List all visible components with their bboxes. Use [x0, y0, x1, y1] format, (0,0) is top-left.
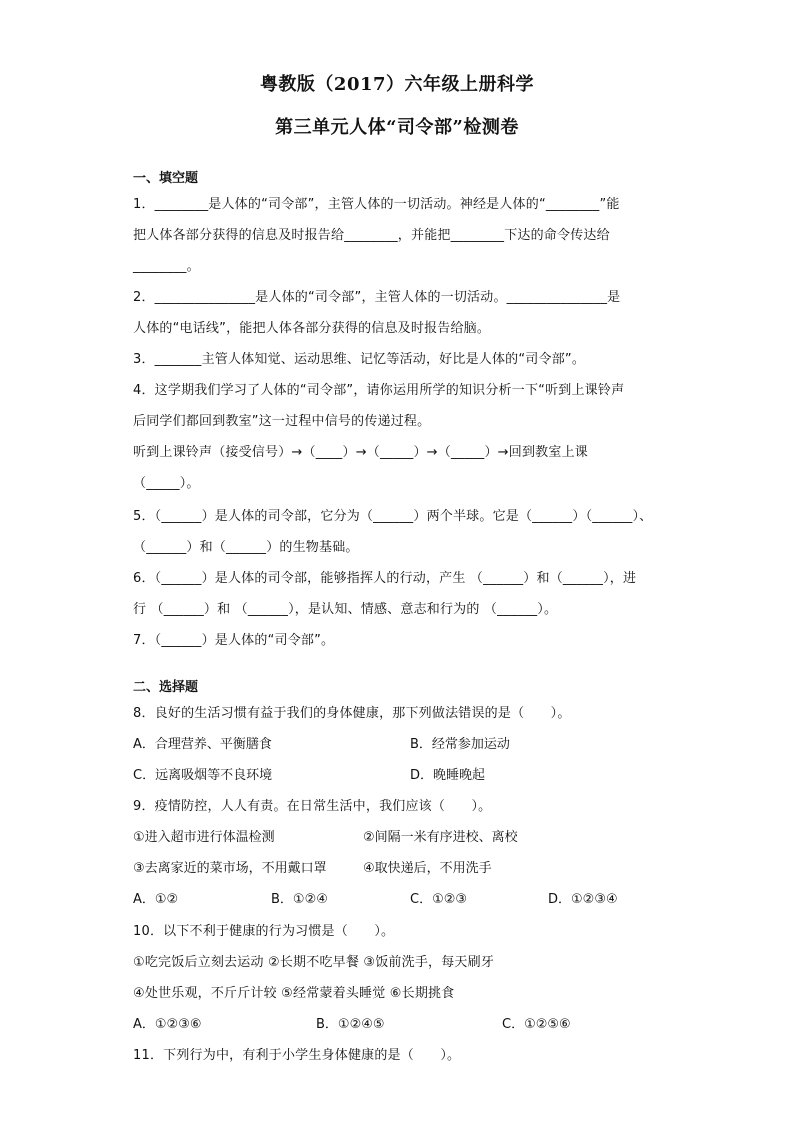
q2-line-1: 2．_______________是人体的“司令部”，主管人体的一切活动。_______________是 [133, 290, 621, 305]
q9-item-2: ②间隔一米有序进校、离校 [363, 830, 518, 845]
q10-items-line-1: ①吃完饭后立刻去运动 ②长期不吃早餐 ③饭前洗手，每天刷牙 [133, 955, 495, 970]
section-choice-heading: 二、选择题 [133, 680, 199, 695]
q10-option-b: B．①②④⑤ [316, 1017, 385, 1032]
q1-line-1: 1．________是人体的“司令部”，主管人体的一切活动。神经是人体的“________”能 [133, 197, 620, 212]
q4-line-2: 后同学们都回到教室”这一过程中信号的传递过程。 [133, 414, 431, 429]
section-fill-heading: 一、填空题 [133, 171, 199, 186]
q10-option-a: A．①②③⑥ [133, 1017, 202, 1032]
q8-stem: 8．良好的生活习惯有益于我们的身体健康，那下列做法错误的是（ ）。 [133, 706, 571, 721]
q8-option-d: D．晚睡晚起 [410, 768, 486, 783]
q8-option-a: A．合理营养、平衡膳食 [133, 737, 272, 752]
q2-line-2: 人体的“电话线”，能把人体各部分获得的信息及时报告给脑。 [133, 321, 491, 336]
q7-line: 7．（______）是人体的“司令部”。 [133, 633, 335, 648]
q10-items-line-2: ④处世乐观，不斤斤计较 ⑤经常蒙着头睡觉 ⑥长期挑食 [133, 986, 455, 1001]
q1-line-3: ________。 [133, 259, 200, 274]
q11-stem: 11．下列行为中，有利于小学生身体健康的是（ ）。 [133, 1048, 461, 1063]
q9-option-a: A．①② [133, 892, 179, 907]
q6-line-1: 6．（______）是人体的司令部，能够指挥人的行动，产生 （______）和（______），进 [133, 571, 637, 586]
q4-line-1: 4．这学期我们学习了人体的“司令部”，请你运用所学的知识分析一下“听到上课铃声 [133, 383, 625, 398]
q6-line-2: 行 （______）和 （______），是认知、情感、意志和行为的 （______）。 [133, 602, 558, 617]
q10-option-c: C．①②⑤⑥ [502, 1017, 571, 1032]
q9-option-c: C．①②③ [410, 892, 468, 907]
q8-option-b: B．经常参加运动 [410, 737, 510, 752]
q5-line-1: 5．（______）是人体的司令部，它分为（______）两个半球。它是（______）（______）、 [133, 509, 653, 524]
q1-line-2: 把人体各部分获得的信息及时报告给________，并能把________下达的命令传达给 [133, 228, 610, 243]
q5-line-2: （______）和（______）的生物基础。 [133, 540, 359, 555]
q9-option-b: B．①②④ [271, 892, 328, 907]
exam-subtitle: 第三单元人体“司令部”检测卷 [275, 117, 519, 138]
q9-item-4: ④取快递后，不用洗手 [363, 861, 492, 876]
q9-item-1: ①进入超市进行体温检测 [133, 830, 275, 845]
q3-line: 3．_______主管人体知觉、运动思维、记忆等活动，好比是人体的“司令部”。 [133, 352, 586, 367]
q8-option-c: C．远离吸烟等不良环境 [133, 768, 273, 783]
q9-stem: 9．疫情防控，人人有责。在日常生活中，我们应该（ ）。 [133, 799, 492, 814]
q9-option-d: D．①②③④ [548, 892, 618, 907]
exam-title: 粤教版（2017）六年级上册科学 [259, 74, 535, 95]
q9-item-3: ③去离家近的菜市场，不用戴口罩 [133, 861, 327, 876]
q4-line-3: 听到上课铃声（接受信号）→（____）→（_____）→（_____）→回到教室上课 [133, 445, 588, 460]
q10-stem: 10．以下不利于健康的行为习惯是（ ）。 [133, 924, 395, 939]
q4-line-4: （_____）。 [133, 476, 200, 491]
